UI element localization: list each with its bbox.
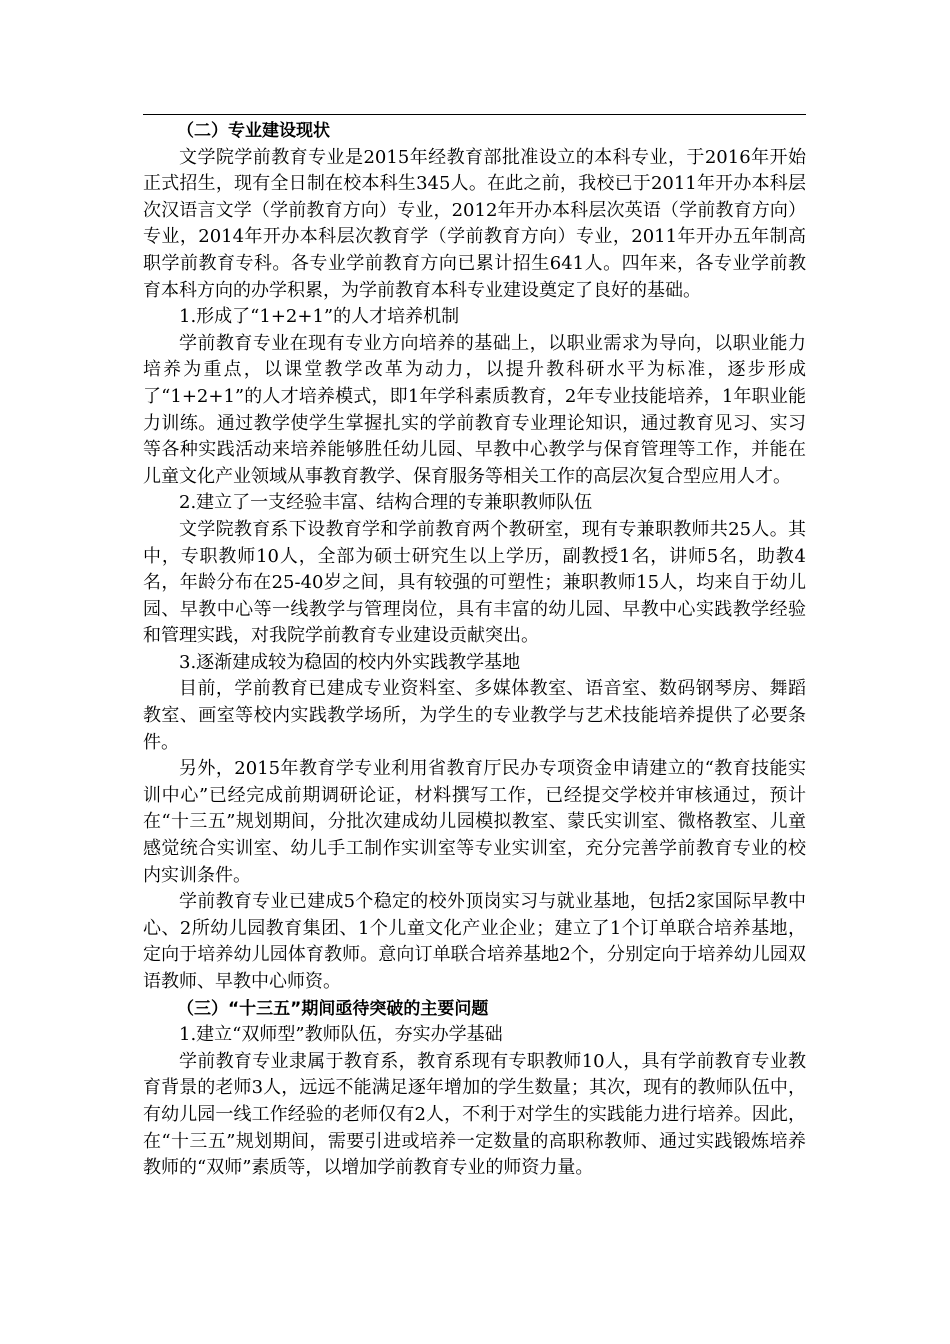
paragraph: 文学院学前教育专业是2015年经教育部批准设立的本科专业，于2016年开始正式招生，现有全日制在校本科生345人。在此之前，我校已于2011年开办本科层次汉语言文学（学前教育方向）专业，2012年开办本科层次英语（学前教育方向）专业，2014年开办本科层次教育学（学前教育方向）专业，2011年开办五年制高职学前教育专科。各专业学前教育方向已累计招生641人。四年来，各专业学前教育本科方向的办学积累，为学前教育本科专业建设奠定了良好的基础。 bbox=[143, 146, 806, 301]
paragraph: 学前教育专业在现有专业方向培养的基础上，以职业需求为导向，以职业能力培养为重点，以课堂教学改革为动力，以提升教科研水平为标准，逐步形成了“1+2+1”的人才培养模式，即1年学科素质教育，2年专业技能培养，1年职业能力训练。通过教学使学生掌握扎实的学前教育专业理论知识，通过教育见习、实习等各种实践活动来培养能够胜任幼儿园、早教中心教学与保育管理等工作，并能在儿童文化产业领域从事教育教学、保育服务等相关工作的高层次复合型应用人才。 bbox=[143, 332, 806, 487]
paragraph: 学前教育专业已建成5个稳定的校外顶岗实习与就业基地，包括2家国际早教中心、2所幼儿园教育集团、1个儿童文化产业企业；建立了1个订单联合培养基地，定向于培养幼儿园体育教师。意向订单联合培养基地2个，分别定向于培养幼儿园双语教师、早教中心师资。 bbox=[143, 891, 806, 992]
paragraph: 目前，学前教育已建成专业资料室、多媒体教室、语音室、数码钢琴房、舞蹈教室、画室等校内实践教学场所，为学生的专业教学与艺术技能培养提供了必要条件。 bbox=[143, 678, 806, 753]
header-rule bbox=[143, 114, 806, 115]
paragraph: 另外，2015年教育学专业利用省教育厅民办专项资金申请建立的“教育技能实训中心”已经完成前期调研论证，材料撰写工作，已经提交学校并审核通过，预计在“十三五”规划期间，分批次建成幼儿园模拟教室、蒙氏实训室、微格教室、儿童感觉统合实训室、幼儿手工制作实训室等专业实训室，充分完善学前教育专业的校内实训条件。 bbox=[143, 758, 806, 886]
subheading: 1.建立“双师型”教师队伍，夯实办学基础 bbox=[179, 1024, 503, 1046]
section-heading-3: （三）“十三五”期间亟待突破的主要问题 bbox=[177, 998, 489, 1019]
subheading: 1.形成了“1+2+1”的人才培养机制 bbox=[179, 306, 460, 328]
subheading: 2.建立了一支经验丰富、结构合理的专兼职教师队伍 bbox=[179, 492, 593, 514]
section-heading-2: （二）专业建设现状 bbox=[177, 121, 330, 141]
subheading: 3.逐渐建成较为稳固的校内外实践教学基地 bbox=[179, 651, 521, 673]
document-body bbox=[143, 118, 806, 1182]
paragraph: 文学院教育系下设教育学和学前教育两个教研室，现有专兼职教师共25人。其中，专职教师10人，全部为硕士研究生以上学历，副教授1名，讲师5名，助教4名，年龄分布在25-40岁之间，具有较强的可塑性；兼职教师15人，均来自于幼儿园、早教中心等一线教学与管理岗位，具有丰富的幼儿园、早教中心实践教学经验和管理实践，对我院学前教育专业建设贡献突出。 bbox=[143, 518, 806, 647]
paragraph: 学前教育专业隶属于教育系，教育系现有专职教师10人，具有学前教育专业教育背景的老师3人，远远不能满足逐年增加的学生数量；其次，现有的教师队伍中，有幼儿园一线工作经验的老师仅有2人，不利于对学生的实践能力进行培养。因此，在“十三五”规划期间，需要引进或培养一定数量的高职称教师、通过实践锻炼培养教师的“双师”素质等，以增加学前教育专业的师资力量。 bbox=[143, 1050, 806, 1179]
